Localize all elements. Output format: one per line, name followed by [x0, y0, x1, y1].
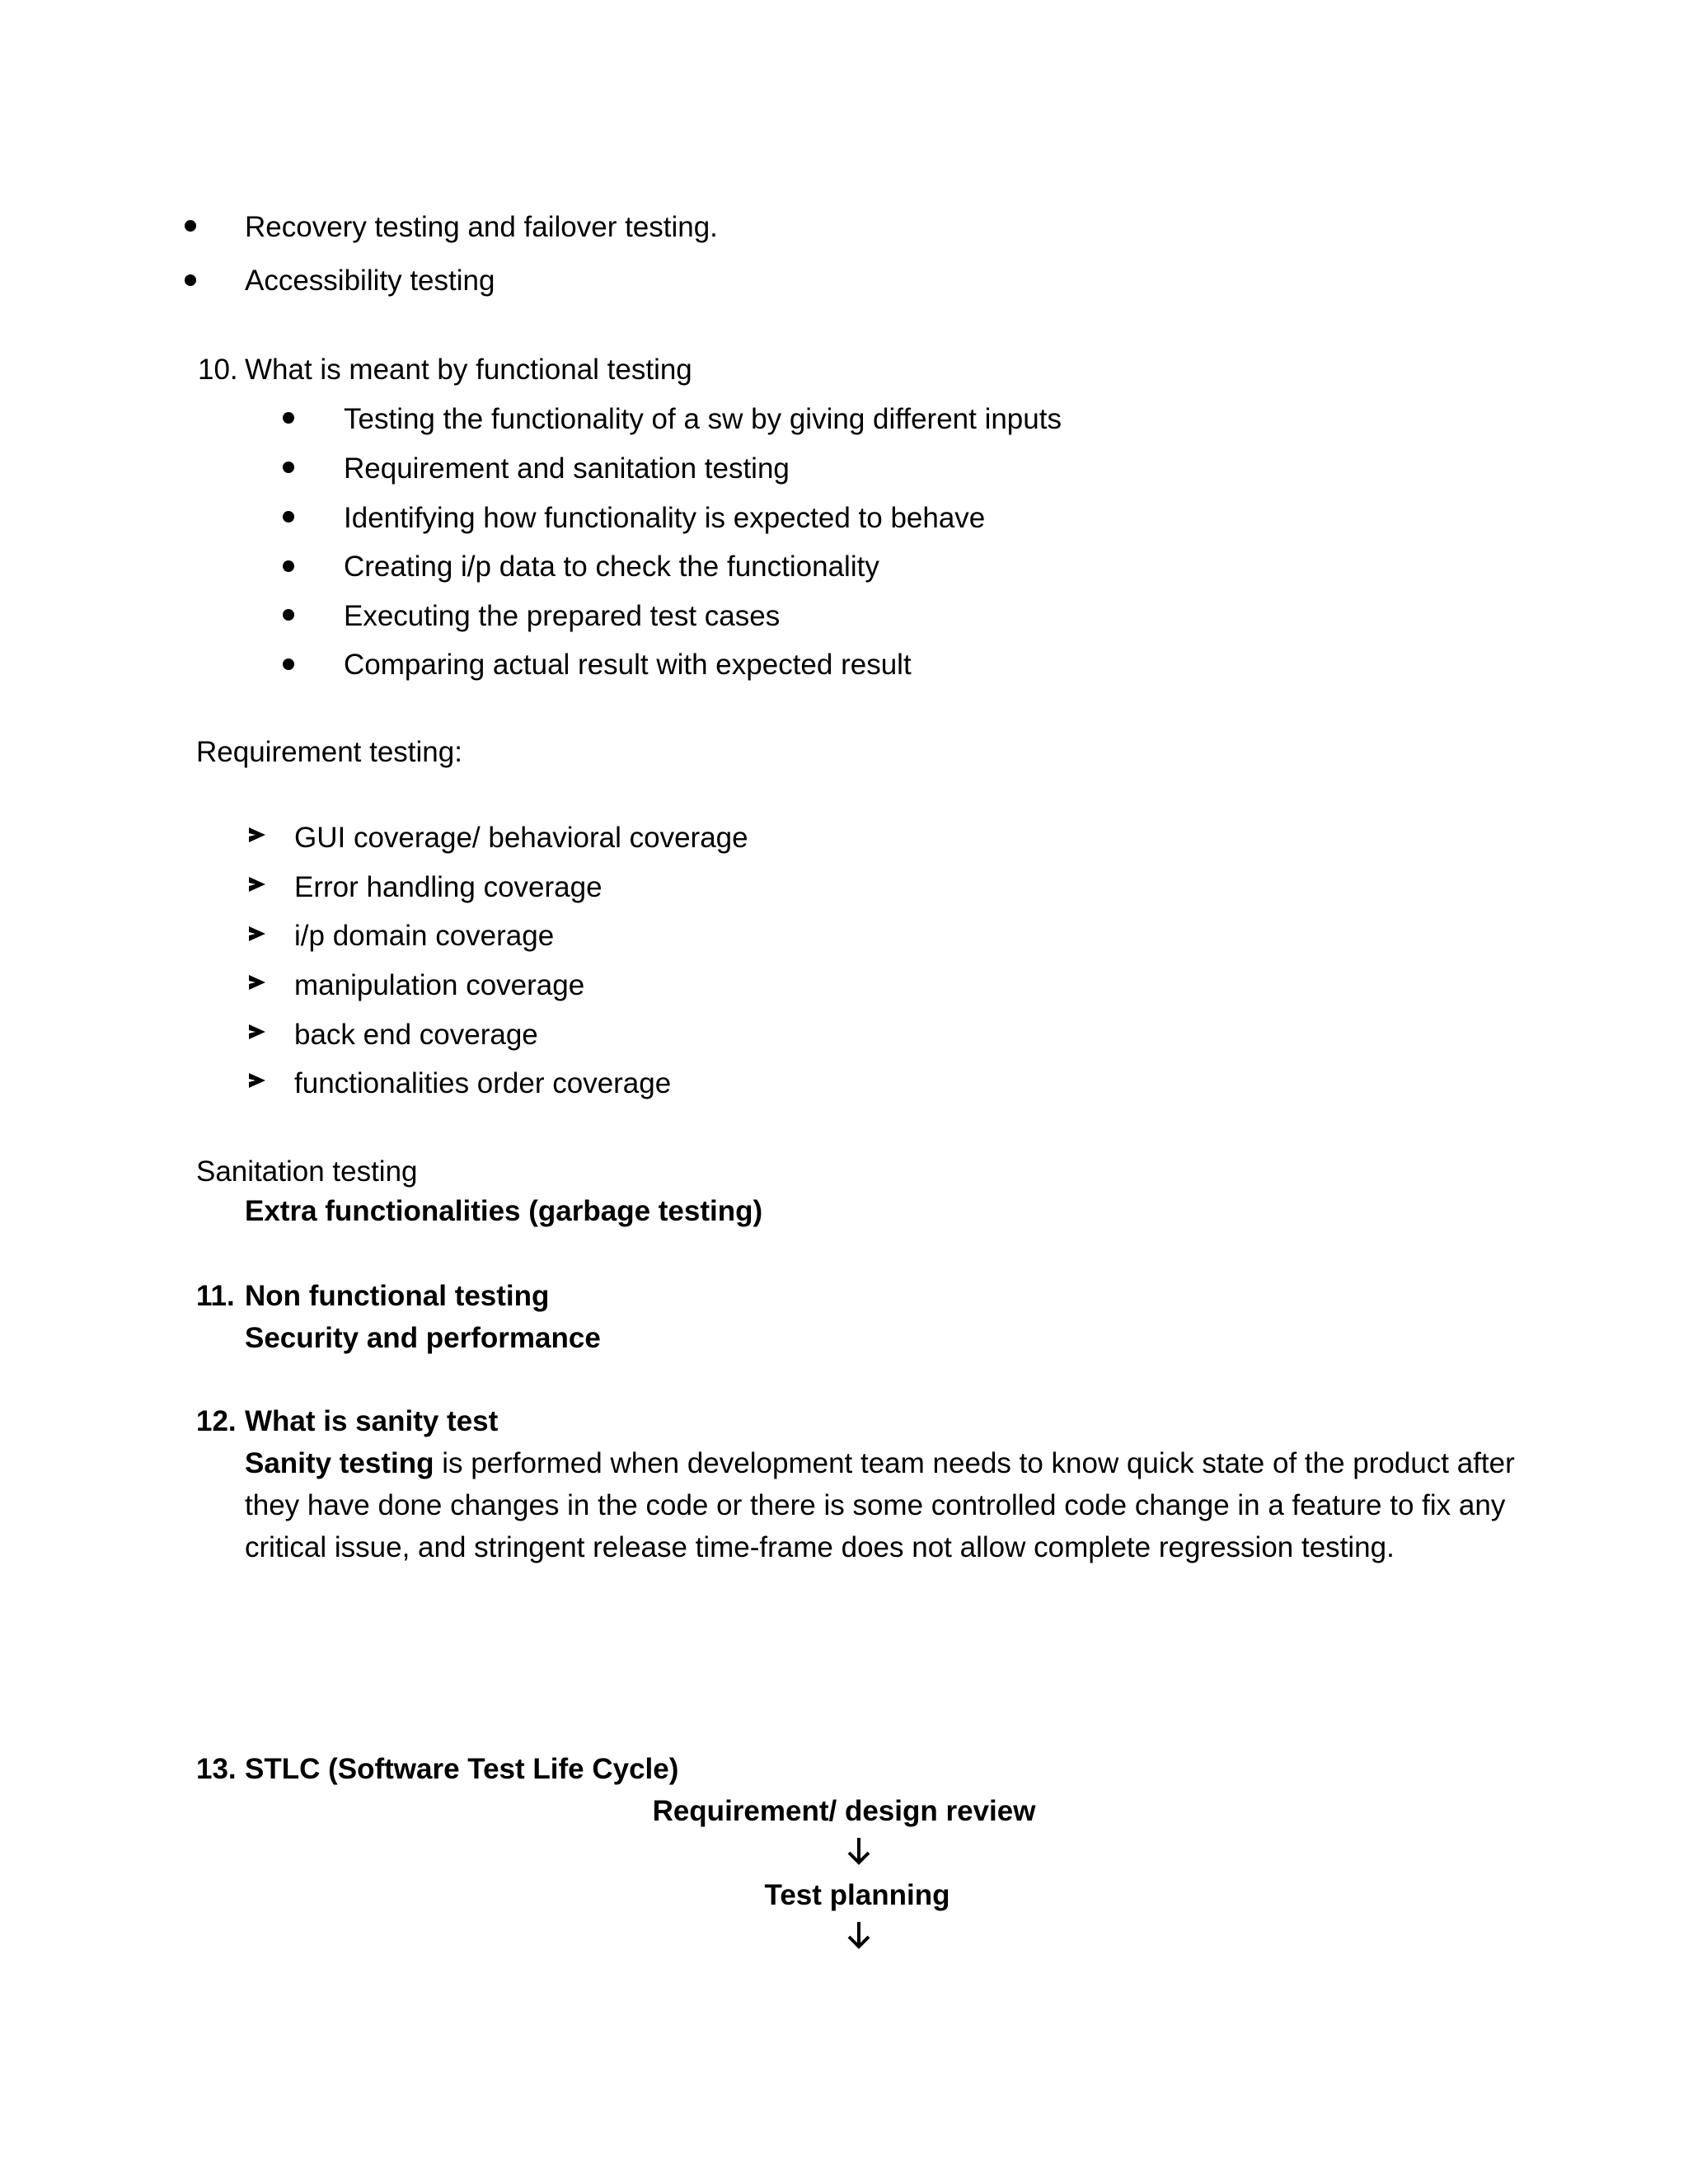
q11-number: 11.	[196, 1280, 235, 1312]
bullet-icon	[283, 462, 294, 473]
arrow-bullet-icon	[249, 926, 265, 941]
q11-detail: Security and performance	[245, 1322, 601, 1354]
stlc-step: Test planning	[764, 1879, 950, 1911]
bullet-icon	[283, 412, 294, 424]
requirement-item: i/p domain coverage	[294, 920, 555, 952]
q11-title: Non functional testing	[245, 1280, 550, 1312]
bullet-icon	[283, 609, 294, 621]
q10-list-item: Requirement and sanitation testing	[344, 452, 790, 485]
q13-number: 13.	[196, 1753, 237, 1785]
q12-paragraph-line-1	[245, 1449, 1515, 1478]
q10-number: 10.	[198, 354, 238, 386]
bullet-icon	[283, 511, 294, 523]
top-bullet-item: Accessibility testing	[245, 265, 495, 297]
requirement-item: functionalities order coverage	[294, 1067, 672, 1099]
requirement-item: back end coverage	[294, 1019, 538, 1051]
bullet-icon	[185, 274, 196, 286]
q12-title: What is sanity test	[245, 1405, 499, 1437]
bullet-icon	[283, 658, 294, 670]
sanitation-testing-detail: Extra functionalities (garbage testing)	[245, 1195, 763, 1227]
q13-title: STLC (Software Test Life Cycle)	[245, 1753, 679, 1785]
q12-lead-term: Sanity testing	[245, 1447, 434, 1479]
bullet-icon	[283, 560, 294, 572]
q12-number: 12.	[196, 1405, 237, 1437]
q12-paragraph-line-2: they have done changes in the code or there is some controlled code change in a feature to fix any	[245, 1489, 1506, 1521]
arrow-bullet-icon	[249, 827, 265, 842]
requirement-testing-heading: Requirement testing:	[196, 736, 462, 768]
sanitation-testing-heading: Sanitation testing	[196, 1155, 418, 1188]
arrow-bullet-icon	[249, 975, 265, 990]
arrow-bullet-icon	[249, 877, 265, 892]
q12-paragraph-line-3: critical issue, and stringent release time-frame does not allow complete regression testing.	[245, 1531, 1395, 1563]
arrow-bullet-icon	[249, 1024, 265, 1039]
top-bullet-item: Recovery testing and failover testing.	[245, 211, 718, 243]
q10-list-item: Executing the prepared test cases	[344, 600, 781, 632]
requirement-item: manipulation coverage	[294, 969, 585, 1001]
q12-line1-text: is performed when development team needs to know quick state of the product after	[434, 1447, 1515, 1479]
requirement-item: Error handling coverage	[294, 871, 603, 903]
bullet-icon	[185, 220, 196, 232]
down-arrow-icon	[842, 1919, 875, 1952]
q10-list-item: Identifying how functionality is expected to behave	[344, 502, 986, 534]
q10-list-item: Creating i/p data to check the functionality	[344, 551, 879, 583]
q10-list-item: Comparing actual result with expected result	[344, 649, 912, 681]
down-arrow-icon	[842, 1835, 875, 1868]
arrow-bullet-icon	[249, 1073, 265, 1088]
stlc-step: Requirement/ design review	[652, 1795, 1036, 1827]
q10-list-item: Testing the functionality of a sw by giving different inputs	[344, 403, 1062, 435]
requirement-item: GUI coverage/ behavioral coverage	[294, 822, 748, 854]
q10-title: What is meant by functional testing	[245, 354, 692, 386]
